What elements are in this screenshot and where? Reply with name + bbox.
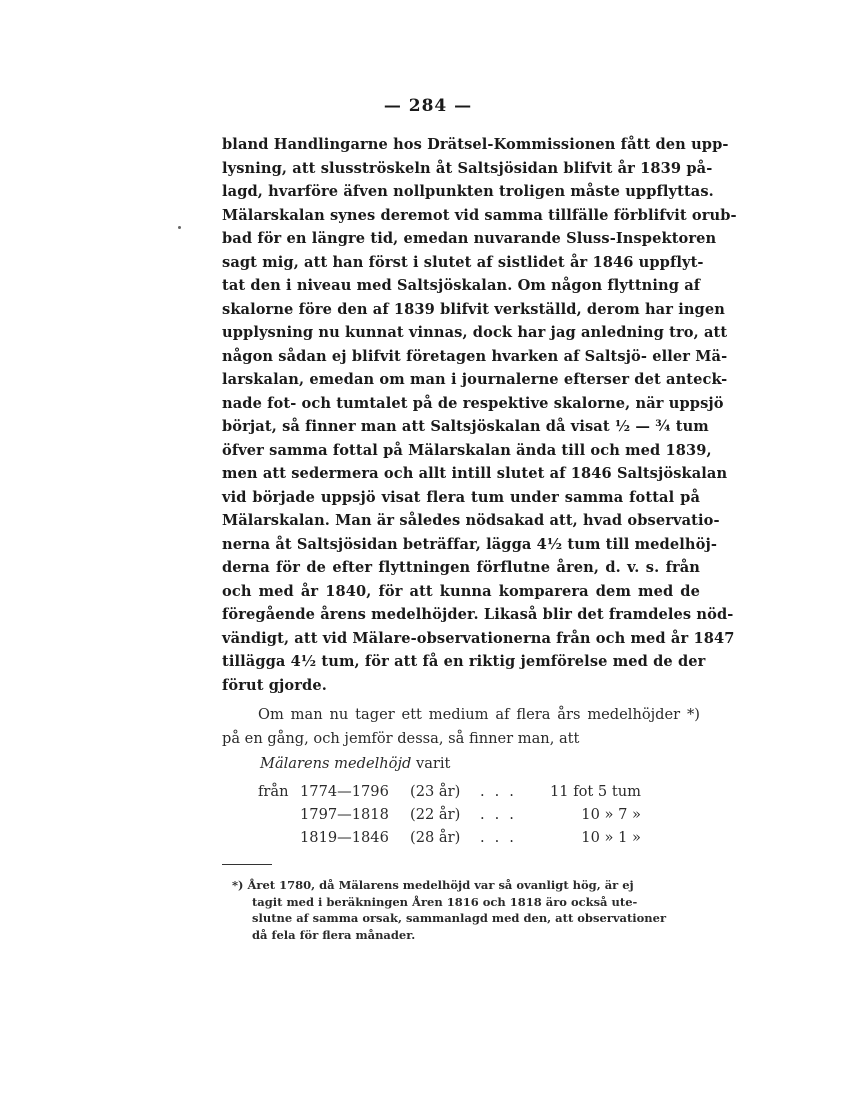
text-line: sagt mig, att han först i slutet af sistlidet år 1846 uppflyt- bbox=[222, 253, 704, 271]
text-line: nerna åt Saltsjösidan beträffar, lägga 4½ tum till medelhöj- bbox=[222, 535, 717, 553]
footnote-line: tagit med i beräkningen Åren 1816 och 1818 äro också ute- bbox=[252, 894, 638, 909]
table-row bbox=[258, 783, 651, 806]
second-paragraph bbox=[222, 703, 700, 750]
footnote bbox=[232, 877, 700, 943]
table-row bbox=[258, 829, 651, 852]
text-line: tillägga 4½ tum, för att få en riktig jemförelse med de der bbox=[222, 653, 706, 670]
row-value: 10 » 7 » bbox=[581, 806, 641, 823]
text-line: men att sedermera och allt intill slutet af 1846 Saltsjöskalan bbox=[222, 465, 728, 482]
text-line: och med år 1840, för att kunna komparera dem med de bbox=[222, 582, 700, 600]
table-heading bbox=[260, 755, 450, 772]
text-line: vändigt, att vid Mälare-observationerna från och med år 1847 bbox=[222, 629, 735, 647]
row-dots: ... bbox=[480, 806, 524, 823]
footnote-line: då fela för flera månader. bbox=[252, 927, 416, 942]
text-line: skalorne före den af 1839 blifvit verkställd, derom har ingen bbox=[222, 300, 725, 318]
footnote-divider bbox=[222, 864, 272, 865]
row-dots: ... bbox=[480, 829, 524, 846]
footnote-line: *) Året 1780, då Mälarens medelhöjd var så ovanligt hög, är ej bbox=[232, 878, 634, 892]
text-line: börjat, så finner man att Saltsjöskalan då visat ½ — ¾ tum bbox=[222, 418, 709, 435]
row-range: 1774—1796 bbox=[300, 783, 389, 800]
text-line: förut gjorde. bbox=[222, 676, 327, 694]
text-line: nade fot- och tumtalet på de respektive skalorne, när uppsjö bbox=[222, 394, 724, 412]
row-dots: ... bbox=[480, 783, 524, 800]
row-range: 1797—1818 bbox=[300, 806, 389, 823]
text-line: lysning, att slusströskeln åt Saltsjösidan blifvit år 1839 på- bbox=[222, 159, 713, 177]
row-prefix bbox=[258, 806, 300, 829]
row-years: (23 år) bbox=[410, 783, 461, 800]
row-years: (28 år) bbox=[410, 829, 461, 846]
text-line: Mälarskalan synes deremot vid samma tillfälle förblifvit orub- bbox=[222, 206, 737, 224]
text-line: öfver samma fottal på Mälarskalan ända till och med 1839, bbox=[222, 441, 712, 459]
text-line: någon sådan ej blifvit företagen hvarken af Saltsjö- eller Mä- bbox=[222, 347, 728, 365]
print-speck bbox=[178, 226, 181, 229]
text-line: Mälarskalan. Man är således nödsakad att, hvad observatio- bbox=[222, 512, 720, 529]
main-paragraph bbox=[222, 133, 737, 697]
footnote-line: slutne af samma orsak, sammanlagd med den, att observationer bbox=[252, 911, 667, 925]
text-line: på en gång, och jemför dessa, så finner man, att bbox=[222, 729, 580, 747]
text-line: lagd, hvarföre äfven nollpunkten troligen måste uppflyttas. bbox=[222, 183, 714, 200]
page-number: — 284 — bbox=[383, 96, 473, 116]
text-line: vid började uppsjö visat flera tum under samma fottal på bbox=[222, 488, 700, 506]
heading-rest: varit bbox=[415, 755, 451, 772]
row-prefix bbox=[258, 829, 300, 852]
row-value: 10 » 1 » bbox=[581, 829, 641, 846]
heading-italic: Mälarens medelhöjd bbox=[260, 755, 412, 772]
text-line: tat den i niveau med Saltsjöskalan. Om någon flyttning af bbox=[222, 277, 701, 294]
text-line: upplysning nu kunnat vinnas, dock har jag anledning tro, att bbox=[222, 324, 728, 341]
row-value: 11 fot 5 tum bbox=[550, 783, 641, 800]
text-line: derna för de efter flyttningen förflutne åren, d. v. s. från bbox=[222, 559, 700, 576]
table-row bbox=[258, 806, 651, 829]
text-line: Om man nu tager ett medium af flera års medelhöjder *) bbox=[258, 706, 700, 723]
text-line: bland Handlingarne hos Drätsel-Kommissionen fått den upp- bbox=[222, 136, 729, 153]
text-line: larskalan, emedan om man i journalerne efterser det anteck- bbox=[222, 371, 728, 388]
water-level-table bbox=[258, 783, 651, 852]
text-line: föregående årens medelhöjder. Likaså blir det framdeles nöd- bbox=[222, 606, 734, 623]
row-range: 1819—1846 bbox=[300, 829, 389, 846]
row-years: (22 år) bbox=[410, 806, 461, 823]
text-line: bad för en längre tid, emedan nuvarande Sluss-Inspektoren bbox=[222, 230, 717, 247]
row-prefix: från bbox=[258, 783, 289, 800]
